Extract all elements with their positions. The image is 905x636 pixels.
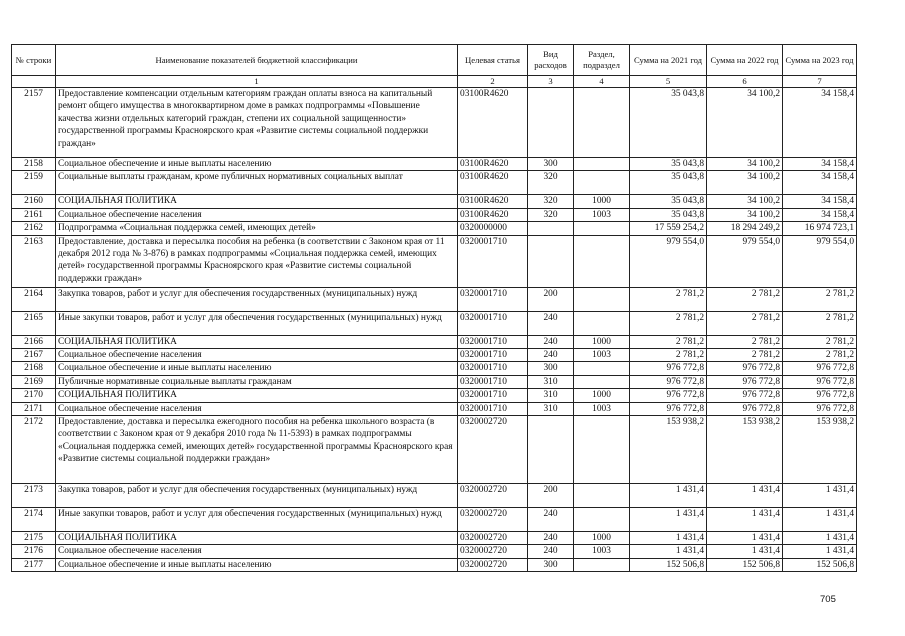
row-sum-2022: 2 781,2 bbox=[707, 349, 783, 362]
row-target-article: 0320002720 bbox=[458, 545, 528, 558]
row-sum-2023: 2 781,2 bbox=[783, 335, 857, 348]
row-name: Социальное обеспечение населения bbox=[56, 208, 458, 221]
row-section bbox=[574, 222, 630, 235]
row-sum-2022: 2 781,2 bbox=[707, 287, 783, 311]
row-section: 1000 bbox=[574, 335, 630, 348]
header-name: Наименование показателей бюджетной классификации bbox=[56, 45, 458, 76]
row-number: 2171 bbox=[12, 402, 56, 415]
row-number: 2163 bbox=[12, 235, 56, 287]
row-target-article: 0320001710 bbox=[458, 402, 528, 415]
row-name: Иные закупки товаров, работ и услуг для обеспечения государственных (муниципальных) нужд bbox=[56, 508, 458, 532]
row-name: Социальное обеспечение и иные выплаты населению bbox=[56, 558, 458, 571]
row-sum-2022: 152 506,8 bbox=[707, 558, 783, 571]
row-section: 1003 bbox=[574, 545, 630, 558]
row-expense-type: 200 bbox=[528, 287, 574, 311]
row-section bbox=[574, 235, 630, 287]
table-row bbox=[12, 171, 857, 195]
row-target-article: 0320001710 bbox=[458, 235, 528, 287]
row-sum-2021: 2 781,2 bbox=[630, 335, 707, 348]
row-sum-2021: 153 938,2 bbox=[630, 416, 707, 484]
row-target-article: 0320002720 bbox=[458, 484, 528, 508]
row-name: Подпрограмма «Социальная поддержка семей, имеющих детей» bbox=[56, 222, 458, 235]
row-target-article: 03100R4620 bbox=[458, 158, 528, 171]
row-sum-2023: 976 772,8 bbox=[783, 402, 857, 415]
row-section bbox=[574, 416, 630, 484]
table-row bbox=[12, 484, 857, 508]
row-name: Закупка товаров, работ и услуг для обеспечения государственных (муниципальных) нужд bbox=[56, 287, 458, 311]
row-number: 2161 bbox=[12, 208, 56, 221]
row-number: 2167 bbox=[12, 349, 56, 362]
page-number: 705 bbox=[820, 594, 836, 605]
row-sum-2023: 979 554,0 bbox=[783, 235, 857, 287]
row-target-article: 0320001710 bbox=[458, 375, 528, 388]
row-expense-type: 200 bbox=[528, 484, 574, 508]
row-number: 2174 bbox=[12, 508, 56, 532]
row-sum-2023: 34 158,4 bbox=[783, 195, 857, 208]
header-sum-2022: Сумма на 2022 год bbox=[707, 45, 783, 76]
row-sum-2022: 976 772,8 bbox=[707, 375, 783, 388]
table-body bbox=[12, 88, 857, 572]
row-target-article: 0320002720 bbox=[458, 416, 528, 484]
row-number: 2169 bbox=[12, 375, 56, 388]
row-sum-2022: 1 431,4 bbox=[707, 484, 783, 508]
row-expense-type: 320 bbox=[528, 195, 574, 208]
row-number: 2176 bbox=[12, 545, 56, 558]
row-sum-2021: 976 772,8 bbox=[630, 389, 707, 402]
row-sum-2023: 153 938,2 bbox=[783, 416, 857, 484]
row-section bbox=[574, 311, 630, 335]
row-number: 2160 bbox=[12, 195, 56, 208]
row-name: Социальное обеспечение и иные выплаты населению bbox=[56, 158, 458, 171]
row-section: 1003 bbox=[574, 349, 630, 362]
col-number-label: 3 bbox=[528, 76, 574, 88]
row-sum-2022: 1 431,4 bbox=[707, 508, 783, 532]
row-sum-2022: 34 100,2 bbox=[707, 88, 783, 158]
row-sum-2022: 2 781,2 bbox=[707, 335, 783, 348]
row-name: СОЦИАЛЬНАЯ ПОЛИТИКА bbox=[56, 195, 458, 208]
row-sum-2021: 35 043,8 bbox=[630, 158, 707, 171]
row-name: Социальные выплаты гражданам, кроме публичных нормативных социальных выплат bbox=[56, 171, 458, 195]
row-sum-2022: 18 294 249,2 bbox=[707, 222, 783, 235]
row-expense-type: 320 bbox=[528, 208, 574, 221]
row-sum-2021: 1 431,4 bbox=[630, 545, 707, 558]
header-sum-2021: Сумма на 2021 год bbox=[630, 45, 707, 76]
row-sum-2023: 1 431,4 bbox=[783, 484, 857, 508]
row-section bbox=[574, 287, 630, 311]
row-sum-2021: 976 772,8 bbox=[630, 362, 707, 375]
row-section: 1000 bbox=[574, 389, 630, 402]
row-name: Социальное обеспечение и иные выплаты населению bbox=[56, 362, 458, 375]
row-sum-2021: 976 772,8 bbox=[630, 375, 707, 388]
row-sum-2022: 34 100,2 bbox=[707, 158, 783, 171]
row-name: Социальное обеспечение населения bbox=[56, 402, 458, 415]
row-number: 2168 bbox=[12, 362, 56, 375]
row-sum-2022: 153 938,2 bbox=[707, 416, 783, 484]
row-sum-2023: 1 431,4 bbox=[783, 508, 857, 532]
row-section: 1000 bbox=[574, 195, 630, 208]
row-name: Иные закупки товаров, работ и услуг для обеспечения государственных (муниципальных) нужд bbox=[56, 311, 458, 335]
row-sum-2023: 152 506,8 bbox=[783, 558, 857, 571]
table-row bbox=[12, 558, 857, 571]
row-sum-2023: 34 158,4 bbox=[783, 171, 857, 195]
row-sum-2022: 2 781,2 bbox=[707, 311, 783, 335]
header-section: Раздел, подраздел bbox=[574, 45, 630, 76]
table-row bbox=[12, 311, 857, 335]
row-sum-2022: 34 100,2 bbox=[707, 195, 783, 208]
row-number: 2175 bbox=[12, 532, 56, 545]
row-section bbox=[574, 558, 630, 571]
row-sum-2023: 976 772,8 bbox=[783, 375, 857, 388]
budget-table bbox=[11, 44, 857, 572]
row-expense-type: 240 bbox=[528, 335, 574, 348]
row-name: Социальное обеспечение населения bbox=[56, 349, 458, 362]
table-row bbox=[12, 508, 857, 532]
row-expense-type bbox=[528, 222, 574, 235]
row-section bbox=[574, 88, 630, 158]
table-row bbox=[12, 402, 857, 415]
row-target-article: 0320000000 bbox=[458, 222, 528, 235]
row-sum-2021: 35 043,8 bbox=[630, 208, 707, 221]
row-expense-type: 240 bbox=[528, 349, 574, 362]
row-expense-type: 240 bbox=[528, 532, 574, 545]
row-section bbox=[574, 375, 630, 388]
row-sum-2022: 979 554,0 bbox=[707, 235, 783, 287]
row-sum-2023: 976 772,8 bbox=[783, 389, 857, 402]
row-sum-2021: 2 781,2 bbox=[630, 287, 707, 311]
row-expense-type: 310 bbox=[528, 375, 574, 388]
row-number: 2177 bbox=[12, 558, 56, 571]
row-number: 2165 bbox=[12, 311, 56, 335]
row-sum-2023: 34 158,4 bbox=[783, 208, 857, 221]
table-row bbox=[12, 349, 857, 362]
row-sum-2021: 35 043,8 bbox=[630, 195, 707, 208]
row-number: 2157 bbox=[12, 88, 56, 158]
row-target-article: 0320001710 bbox=[458, 389, 528, 402]
row-target-article: 0320001710 bbox=[458, 311, 528, 335]
row-sum-2021: 979 554,0 bbox=[630, 235, 707, 287]
table-row bbox=[12, 208, 857, 221]
row-name: СОЦИАЛЬНАЯ ПОЛИТИКА bbox=[56, 532, 458, 545]
header-row-number: № строки bbox=[12, 45, 56, 76]
row-section bbox=[574, 171, 630, 195]
row-sum-2023: 34 158,4 bbox=[783, 88, 857, 158]
row-expense-type: 300 bbox=[528, 158, 574, 171]
row-sum-2022: 976 772,8 bbox=[707, 402, 783, 415]
row-section bbox=[574, 484, 630, 508]
row-expense-type: 320 bbox=[528, 171, 574, 195]
row-sum-2022: 34 100,2 bbox=[707, 208, 783, 221]
row-number: 2159 bbox=[12, 171, 56, 195]
header-expense-type: Вид расходов bbox=[528, 45, 574, 76]
row-expense-type bbox=[528, 88, 574, 158]
row-section bbox=[574, 158, 630, 171]
row-sum-2022: 976 772,8 bbox=[707, 389, 783, 402]
table-row bbox=[12, 335, 857, 348]
table-row bbox=[12, 88, 857, 158]
row-name: СОЦИАЛЬНАЯ ПОЛИТИКА bbox=[56, 335, 458, 348]
table-row bbox=[12, 287, 857, 311]
row-number: 2164 bbox=[12, 287, 56, 311]
row-expense-type: 310 bbox=[528, 389, 574, 402]
row-sum-2021: 35 043,8 bbox=[630, 88, 707, 158]
row-expense-type: 240 bbox=[528, 545, 574, 558]
row-target-article: 03100R4620 bbox=[458, 195, 528, 208]
col-number-label: 5 bbox=[630, 76, 707, 88]
col-number-label: 6 bbox=[707, 76, 783, 88]
header-target-article: Целевая статья bbox=[458, 45, 528, 76]
row-number: 2162 bbox=[12, 222, 56, 235]
row-expense-type: 300 bbox=[528, 362, 574, 375]
table-row bbox=[12, 545, 857, 558]
row-target-article: 03100R4620 bbox=[458, 208, 528, 221]
col-number-label: 2 bbox=[458, 76, 528, 88]
row-expense-type bbox=[528, 235, 574, 287]
table-row bbox=[12, 158, 857, 171]
row-sum-2023: 16 974 723,1 bbox=[783, 222, 857, 235]
header-sum-2023: Сумма на 2023 год bbox=[783, 45, 857, 76]
row-sum-2021: 1 431,4 bbox=[630, 508, 707, 532]
row-number: 2166 bbox=[12, 335, 56, 348]
table-row bbox=[12, 375, 857, 388]
row-section: 1000 bbox=[574, 532, 630, 545]
row-section: 1003 bbox=[574, 402, 630, 415]
row-sum-2022: 1 431,4 bbox=[707, 532, 783, 545]
row-target-article: 0320002720 bbox=[458, 532, 528, 545]
row-target-article: 0320001710 bbox=[458, 362, 528, 375]
row-section bbox=[574, 362, 630, 375]
row-target-article: 0320001710 bbox=[458, 349, 528, 362]
row-sum-2021: 1 431,4 bbox=[630, 484, 707, 508]
row-number: 2173 bbox=[12, 484, 56, 508]
table-row bbox=[12, 235, 857, 287]
table-row bbox=[12, 362, 857, 375]
row-expense-type: 310 bbox=[528, 402, 574, 415]
row-name: Предоставление, доставка и пересылка пособия на ребенка (в соответствии с Законом края от 11 декабря 2012 года № 3-876) в рамках подпрограммы «Социальная поддержка семей, имеющих детей» государственной программы Красноярского края «Развитие системы социальной поддержки граждан» bbox=[56, 235, 458, 287]
table-row bbox=[12, 389, 857, 402]
col-number-label: 1 bbox=[56, 76, 458, 88]
table-row bbox=[12, 532, 857, 545]
row-sum-2021: 17 559 254,2 bbox=[630, 222, 707, 235]
row-target-article: 0320001710 bbox=[458, 287, 528, 311]
row-sum-2023: 2 781,2 bbox=[783, 311, 857, 335]
col-number-label: 4 bbox=[574, 76, 630, 88]
row-sum-2021: 2 781,2 bbox=[630, 349, 707, 362]
row-sum-2021: 152 506,8 bbox=[630, 558, 707, 571]
row-section bbox=[574, 508, 630, 532]
row-name: СОЦИАЛЬНАЯ ПОЛИТИКА bbox=[56, 389, 458, 402]
row-target-article: 0320002720 bbox=[458, 508, 528, 532]
row-expense-type: 300 bbox=[528, 558, 574, 571]
table-row bbox=[12, 222, 857, 235]
row-sum-2021: 35 043,8 bbox=[630, 171, 707, 195]
row-sum-2022: 34 100,2 bbox=[707, 171, 783, 195]
row-sum-2023: 2 781,2 bbox=[783, 349, 857, 362]
row-expense-type: 240 bbox=[528, 311, 574, 335]
row-sum-2023: 976 772,8 bbox=[783, 362, 857, 375]
table-row bbox=[12, 416, 857, 484]
row-expense-type bbox=[528, 416, 574, 484]
row-sum-2021: 976 772,8 bbox=[630, 402, 707, 415]
table-row bbox=[12, 195, 857, 208]
col-number-label bbox=[12, 76, 56, 88]
row-name: Социальное обеспечение населения bbox=[56, 545, 458, 558]
col-number-label: 7 bbox=[783, 76, 857, 88]
row-sum-2023: 34 158,4 bbox=[783, 158, 857, 171]
row-sum-2023: 1 431,4 bbox=[783, 532, 857, 545]
row-sum-2022: 1 431,4 bbox=[707, 545, 783, 558]
row-sum-2023: 2 781,2 bbox=[783, 287, 857, 311]
row-name: Закупка товаров, работ и услуг для обеспечения государственных (муниципальных) нужд bbox=[56, 484, 458, 508]
row-name: Публичные нормативные социальные выплаты гражданам bbox=[56, 375, 458, 388]
row-sum-2022: 976 772,8 bbox=[707, 362, 783, 375]
row-sum-2021: 2 781,2 bbox=[630, 311, 707, 335]
row-number: 2158 bbox=[12, 158, 56, 171]
row-number: 2172 bbox=[12, 416, 56, 484]
row-number: 2170 bbox=[12, 389, 56, 402]
row-target-article: 03100R4620 bbox=[458, 88, 528, 158]
row-name: Предоставление, доставка и пересылка ежегодного пособия на ребенка школьного возраста (в соответствии с Законом края от 9 декабря 2010 года № 11-5393) в рамках подпрограммы «Социальная поддержка семей, имеющих детей» государственной программы Красноярского края «Развитие системы социальной поддержки граждан» bbox=[56, 416, 458, 484]
row-target-article: 03100R4620 bbox=[458, 171, 528, 195]
row-sum-2021: 1 431,4 bbox=[630, 532, 707, 545]
row-section: 1003 bbox=[574, 208, 630, 221]
row-target-article: 0320002720 bbox=[458, 558, 528, 571]
row-expense-type: 240 bbox=[528, 508, 574, 532]
row-sum-2023: 1 431,4 bbox=[783, 545, 857, 558]
row-target-article: 0320001710 bbox=[458, 335, 528, 348]
row-name: Предоставление компенсации отдельным категориям граждан оплаты взноса на капитальный ремонт общего имущества в многоквартирном доме в рамках подпрограммы «Повышение качества жизни отдельных категорий граждан, степени их социальной защищенности» государственной программы Красноярского края «Развитие системы социальной поддержки граждан» bbox=[56, 88, 458, 158]
